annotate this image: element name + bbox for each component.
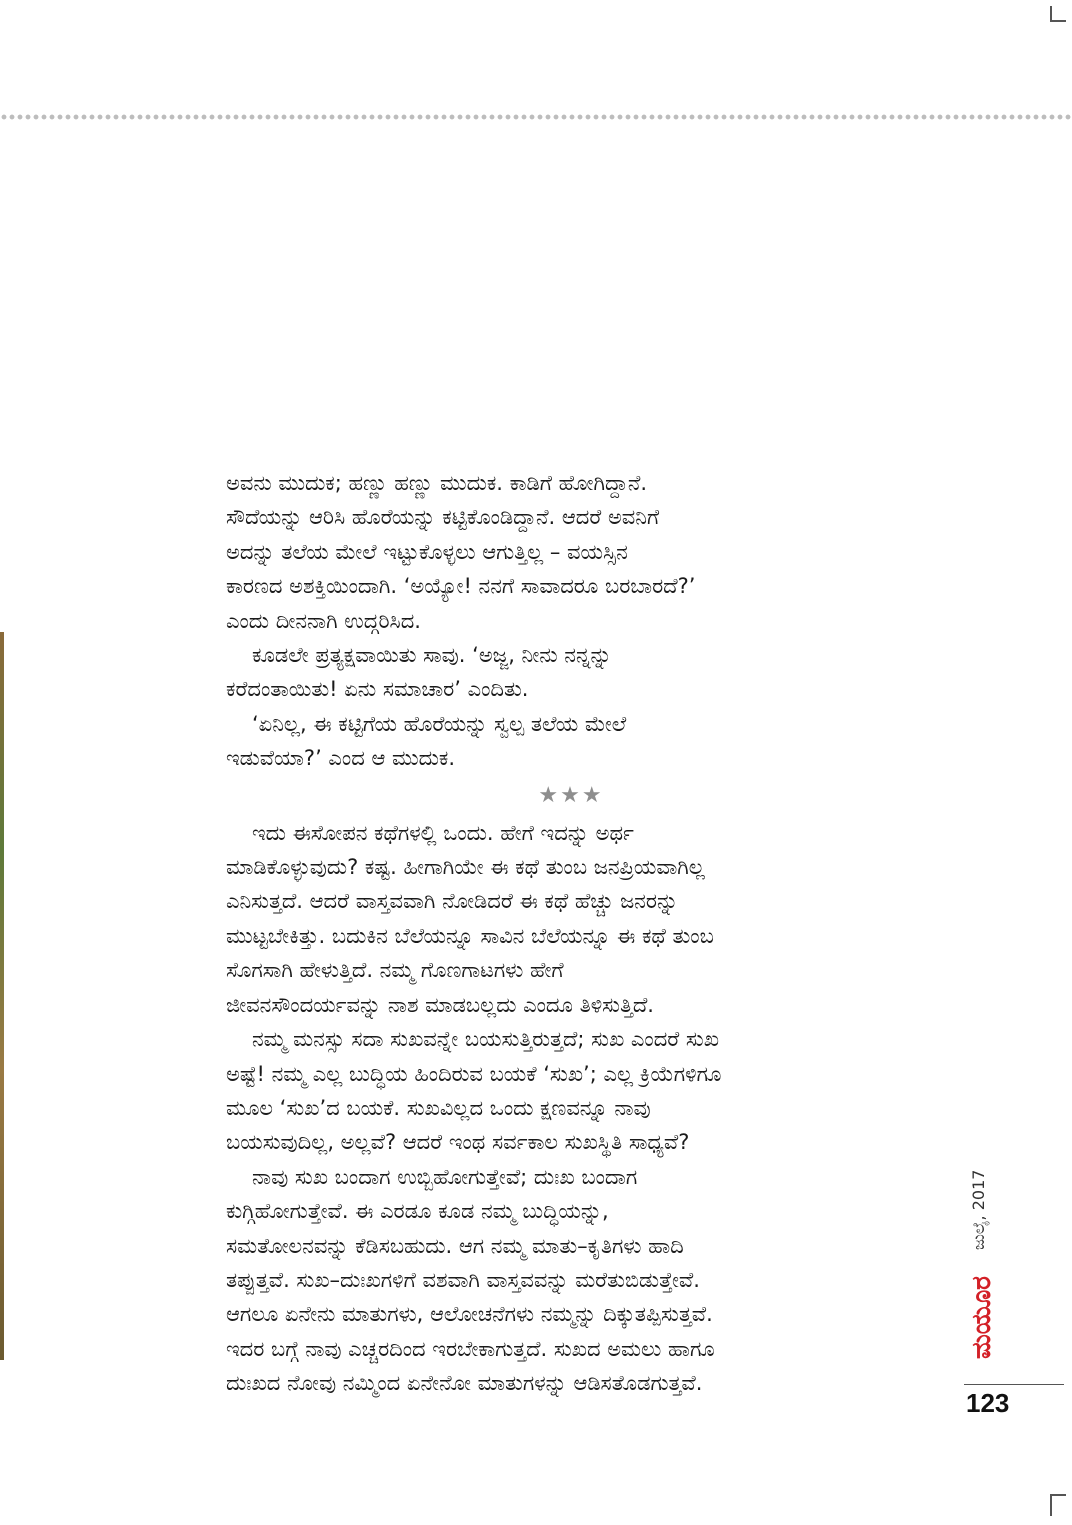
- paragraph-line: ಅಷ್ಟೆ! ನಮ್ಮ ಎಲ್ಲ ಬುದ್ಧಿಯ ಹಿಂದಿರುವ ಬಯಕೆ ‘ಸುಖ’; ಎಲ್ಲ ಕ್ರಿಯೆಗಳಿಗೂ: [226, 1061, 722, 1086]
- paragraph-line: ಎನಿಸುತ್ತದೆ. ಆದರೆ ವಾಸ್ತವವಾಗಿ ನೋಡಿದರೆ ಈ ಕಥೆ ಹೆಚ್ಚು ಜನರನ್ನು: [226, 889, 679, 914]
- magazine-brand: ಮಯೂರ: [967, 1276, 997, 1360]
- article-body: [226, 466, 866, 1401]
- page-number: 123: [966, 1388, 1010, 1418]
- paragraph-line: ಆಗಲೂ ಏನೇನು ಮಾತುಗಳು, ಆಲೋಚನೆಗಳು ನಮ್ಮನ್ನು ದಿಕ್ಕುತಪ್ಪಿಸುತ್ತವೆ.: [226, 1302, 713, 1327]
- section-separator: ★★★: [538, 782, 604, 808]
- crop-mark-top-right: [1050, 6, 1066, 22]
- paragraph-line: ಸೊಗಸಾಗಿ ಹೇಳುತ್ತಿದೆ. ನಮ್ಮ ಗೊಣಗಾಟಗಳು ಹೇಗೆ: [226, 958, 564, 983]
- paragraph-line: ಬಯಸುವುದಿಲ್ಲ, ಅಲ್ಲವೆ? ಆದರೆ ಇಂಥ ಸರ್ವಕಾಲ ಸುಖಸ್ಥಿತಿ ಸಾಧ್ಯವೆ?: [226, 1130, 690, 1155]
- left-image-strip: [0, 632, 4, 1360]
- paragraph-line: ಕಾರಣದ ಅಶಕ್ತಿಯಿಂದಾಗಿ. ‘ಅಯ್ಯೋ! ನನಗೆ ಸಾವಾದರೂ ಬರಬಾರದೆ?’: [226, 574, 696, 599]
- paragraph-line: ಜೀವನಸೌಂದರ್ಯವನ್ನು ನಾಶ ಮಾಡಬಲ್ಲದು ಎಂದೂ ತಿಳಿಸುತ್ತಿದೆ.: [226, 992, 654, 1017]
- paragraph-line: ಮಾಡಿಕೊಳ್ಳುವುದು? ಕಷ್ಟ. ಹೀಗಾಗಿಯೇ ಈ ಕಥೆ ತುಂಬ ಜನಪ್ರಿಯವಾಗಿಲ್ಲ: [226, 855, 705, 880]
- crop-mark-bottom-right: [1050, 1494, 1066, 1516]
- paragraph-line: ನಾವು ಸುಖ ಬಂದಾಗ ಉಬ್ಬಿಹೋಗುತ್ತೇವೆ; ದುಃಖ ಬಂದಾಗ: [252, 1164, 638, 1189]
- magazine-side-label: [948, 1120, 1010, 1360]
- paragraph-line: ‘ಏನಿಲ್ಲ, ಈ ಕಟ್ಟಿಗೆಯ ಹೊರೆಯನ್ನು ಸ್ವಲ್ಪ ತಲೆಯ ಮೇಲೆ: [252, 711, 627, 736]
- footer-rule: [964, 1384, 1064, 1385]
- paragraph-line: ಅವನು ಮುದುಕ; ಹಣ್ಣು ಹಣ್ಣು ಮುದುಕ. ಕಾಡಿಗೆ ಹೋಗಿದ್ದಾನೆ.: [226, 471, 648, 495]
- paragraph-line: ದುಃಖದ ನೋವು ನಮ್ಮಿಂದ ಏನೇನೋ ಮಾತುಗಳನ್ನು ಆಡಿಸತೊಡಗುತ್ತವೆ.: [226, 1371, 703, 1396]
- paragraph-line: ಇದು ಈಸೋಪನ ಕಥೆಗಳಲ್ಲಿ ಒಂದು. ಹೇಗೆ ಇದನ್ನು ಅರ್ಥ: [252, 820, 634, 845]
- paragraph-line: ಅದನ್ನು ತಲೆಯ ಮೇಲೆ ಇಟ್ಟುಕೊಳ್ಳಲು ಆಗುತ್ತಿಲ್ಲ – ವಯಸ್ಸಿನ: [226, 539, 628, 564]
- paragraph-line: ಎಂದು ದೀನನಾಗಿ ಉದ್ಗರಿಸಿದ.: [226, 608, 421, 633]
- paragraph-line: ಕುಗ್ಗಿಹೋಗುತ್ತೇವೆ. ಈ ಎರಡೂ ಕೂಡ ನಮ್ಮ ಬುದ್ಧಿಯನ್ನು,: [226, 1199, 609, 1224]
- paragraph-line: ಮುಟ್ಟಬೇಕಿತ್ತು. ಬದುಕಿನ ಬೆಲೆಯನ್ನೂ ಸಾವಿನ ಬೆಲೆಯನ್ನೂ ಈ ಕಥೆ ತುಂಬ: [226, 923, 714, 948]
- paragraph-line: ಇದರ ಬಗ್ಗೆ ನಾವು ಎಚ್ಚರದಿಂದ ಇರಬೇಕಾಗುತ್ತದೆ. ಸುಖದ ಅಮಲು ಹಾಗೂ: [226, 1336, 715, 1361]
- paragraph-line: ತಪ್ಪುತ್ತವೆ. ಸುಖ–ದುಃಖಗಳಿಗೆ ವಶವಾಗಿ ವಾಸ್ತವವನ್ನು ಮರೆತುಬಿಡುತ್ತೇವೆ.: [226, 1267, 700, 1292]
- paragraph-line: ಮೂಲ ‘ಸುಖ’ದ ಬಯಕೆ. ಸುಖವಿಲ್ಲದ ಒಂದು ಕ್ಷಣವನ್ನೂ ನಾವು: [226, 1095, 651, 1120]
- paragraph-line: ಇಡುವೆಯಾ?’ ಎಂದ ಆ ಮುದುಕ.: [226, 746, 456, 771]
- dotted-rule: [0, 114, 1072, 120]
- paragraph-line: ನಮ್ಮ ಮನಸ್ಸು ಸದಾ ಸುಖವನ್ನೇ ಬಯಸುತ್ತಿರುತ್ತದೆ; ಸುಖ ಎಂದರೆ ಸುಖ: [252, 1027, 720, 1052]
- paragraph-line: ಸಮತೋಲನವನ್ನು ಕೆಡಿಸಬಹುದು. ಆಗ ನಮ್ಮ ಮಾತು–ಕೃತಿಗಳು ಹಾದಿ: [226, 1233, 684, 1258]
- paragraph-line: ಕರೆದಂತಾಯಿತು! ಏನು ಸಮಾಚಾರ’ ಎಂದಿತು.: [226, 677, 529, 702]
- issue-date: ಜುಲೈ, 2017: [969, 1169, 988, 1250]
- paragraph-line: ಕೂಡಲೇ ಪ್ರತ್ಯಕ್ಷವಾಯಿತು ಸಾವು. ‘ಅಜ್ಜ, ನೀನು ನನ್ನನ್ನು: [252, 643, 612, 668]
- paragraph-line: ಸೌದೆಯನ್ನು ಆರಿಸಿ ಹೊರೆಯನ್ನು ಕಟ್ಟಿಕೊಂಡಿದ್ದಾನೆ. ಆದರೆ ಅವನಿಗೆ: [226, 505, 660, 530]
